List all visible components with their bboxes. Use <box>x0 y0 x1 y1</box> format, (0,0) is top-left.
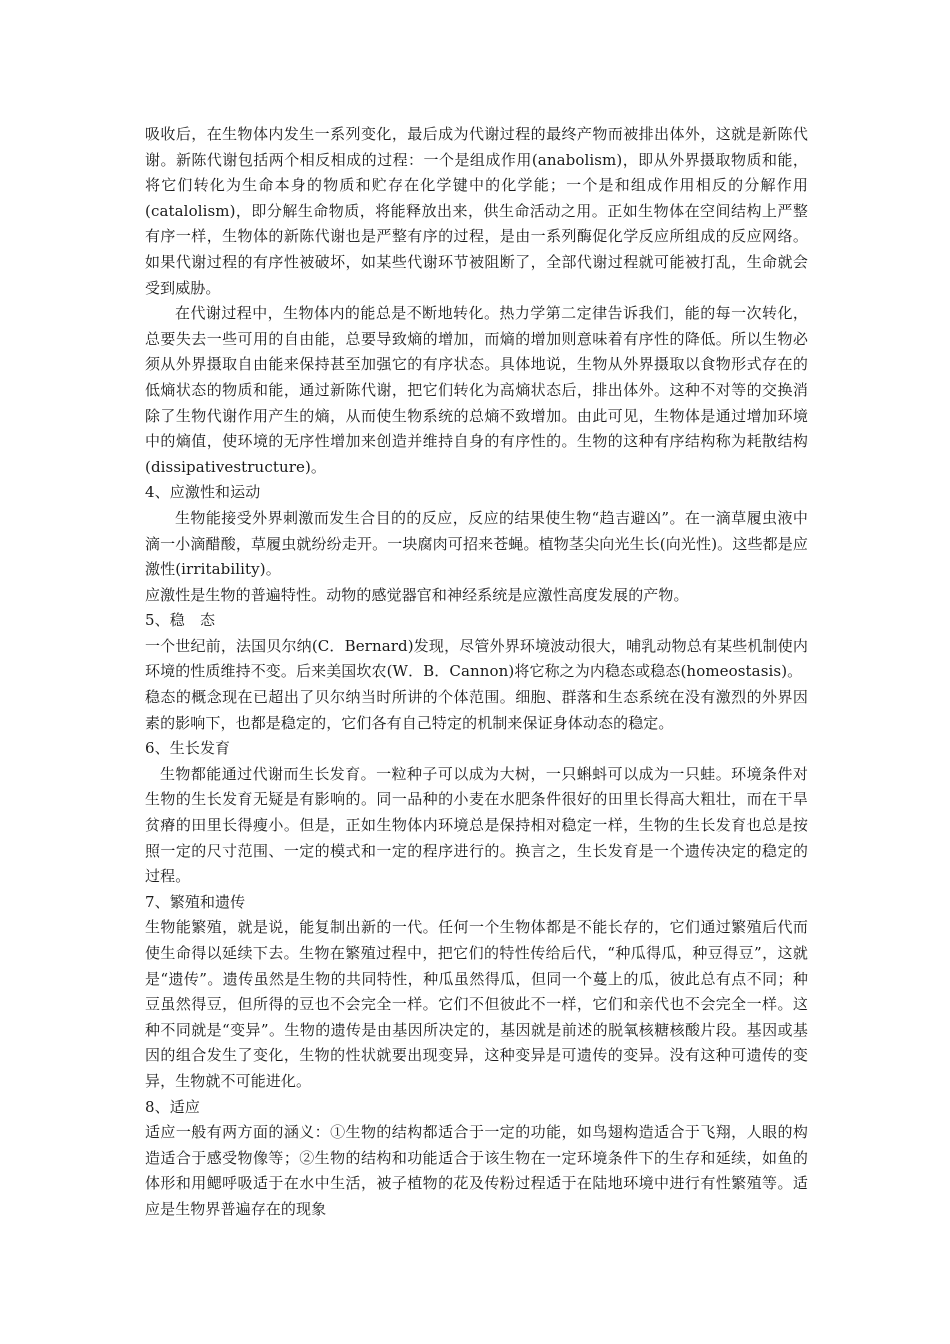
paragraph-metabolism: 吸收后，在生物体内发生一系列变化，最后成为代谢过程的最终产物而被排出体外，这就是新陈代谢。新陈代谢包括两个相反相成的过程：一个是组成作用(anabolism)，即从外界摄取物质和能，将它们转化为生命本身的物质和贮存在化学键中的化学能；一个是和组成作用相反的分解作用(catalolism)，即分解生命物质，将能释放出来，供生命活动之用。正如生物体在空间结构上严整有序一样，生物体的新陈代谢也是严整有序的过程，是由一系列酶促化学反应所组成的反应网络。如果代谢过程的有序性被破坏，如某些代谢环节被阻断了，全部代谢过程就可能被打乱，生命就会受到威胁。 <box>145 125 808 297</box>
paragraph-energy-entropy: 在代谢过程中，生物体内的能总是不断地转化。热力学第二定律告诉我们，能的每一次转化，总要失去一些可用的自由能，总要导致熵的增加，而熵的增加则意味着有序性的降低。所以生物必须从外界摄取自由能来保持甚至加强它的有序状态。具体地说，生物从外界摄取以食物形式存在的低熵状态的物质和能，通过新陈代谢，把它们转化为高熵状态后，排出体外。这种不对等的交换消除了生物代谢作用产生的熵，从而使生物系统的总熵不致增加。由此可见，生物体是通过增加环境中的熵值，使环境的无序性增加来创造并维持自身的有序性的。生物的这种有序结构称为耗散结构(dissipativestructure)。 <box>145 304 808 476</box>
paragraph-irritability-examples: 生物能接受外界刺激而发生合目的的反应，反应的结果使生物“趋吉避凶”。在一滴草履虫液中滴一小滴醋酸，草履虫就纷纷走开。一块腐肉可招来苍蝇。植物茎尖向光生长(向光性)。这些都是应激性(irritability)。 <box>145 508 808 579</box>
paragraph-reproduction: 生物能繁殖，就是说，能复制出新的一代。任何一个生物体都是不能长存的，它们通过繁殖后代而使生命得以延续下去。生物在繁殖过程中，把它们的特性传给后代，“种瓜得瓜，种豆得豆”，这就是“遗传”。遗传虽然是生物的共同特性，种瓜虽然得瓜，但同一个蔓上的瓜，彼此总有点不同；种豆虽然得豆，但所得的豆也不会完全一样。它们不但彼此不一样，它们和亲代也不会完全一样。这种不同就是“变异”。生物的遗传是由基因所决定的，基因就是前述的脱氧核糖核酸片段。基因或基因的组合发生了变化，生物的性状就要出现变异，这种变异是可遗传的变异。没有这种可遗传的变异，生物就不可能进化。 <box>145 918 808 1090</box>
document-body <box>145 122 808 1223</box>
section-heading-growth: 6、生长发育 <box>145 739 231 758</box>
section-heading-adaptation: 8、适应 <box>145 1097 200 1116</box>
section-heading-homeostasis: 5、稳 态 <box>145 611 216 630</box>
paragraph-homeostasis-concept: 稳态的概念现在已超出了贝尔纳当时所讲的个体范围。细胞、群落和生态系统在没有激烈的外界因素的影响下，也都是稳定的，它们各有自己特定的机制来保证身体动态的稳定。 <box>145 688 808 732</box>
section-heading-irritability: 4、应激性和运动 <box>145 483 261 502</box>
paragraph-growth: 生物都能通过代谢而生长发育。一粒种子可以成为大树，一只蝌蚪可以成为一只蛙。环境条件对生物的生长发育无疑是有影响的。同一品种的小麦在水肥条件很好的田里长得高大粗壮，而在干旱贫瘠的田里长得瘦小。但是，正如生物体内环境总是保持相对稳定一样，生物的生长发育也总是按照一定的尺寸范围、一定的模式和一定的程序进行的。换言之，生长发育是一个遗传决定的稳定的过程。 <box>145 764 808 886</box>
paragraph-adaptation: 适应一般有两方面的涵义：①生物的结构都适合于一定的功能，如鸟翅构造适合于飞翔，人眼的构造适合于感受物像等；②生物的结构和功能适合于该生物在一定环境条件下的生存和延续，如鱼的体形和用鳃呼吸适于在水中生活，被子植物的花及传粉过程适于在陆地环境中进行有性繁殖等。适应是生物界普遍存在的现象 <box>145 1123 808 1218</box>
section-heading-reproduction: 7、繁殖和遗传 <box>145 892 246 911</box>
paragraph-irritability-general: 应激性是生物的普遍特性。动物的感觉器官和神经系统是应激性高度发展的产物。 <box>145 585 689 604</box>
paragraph-homeostasis-history: 一个世纪前，法国贝尔纳(C．Bernard)发现，尽管外界环境波动很大，哺乳动物总有某些机制使内环境的性质维持不变。后来美国坎农(W．B．Cannon)将它称之为内稳态或稳态(homeostasis)。 <box>145 636 808 681</box>
